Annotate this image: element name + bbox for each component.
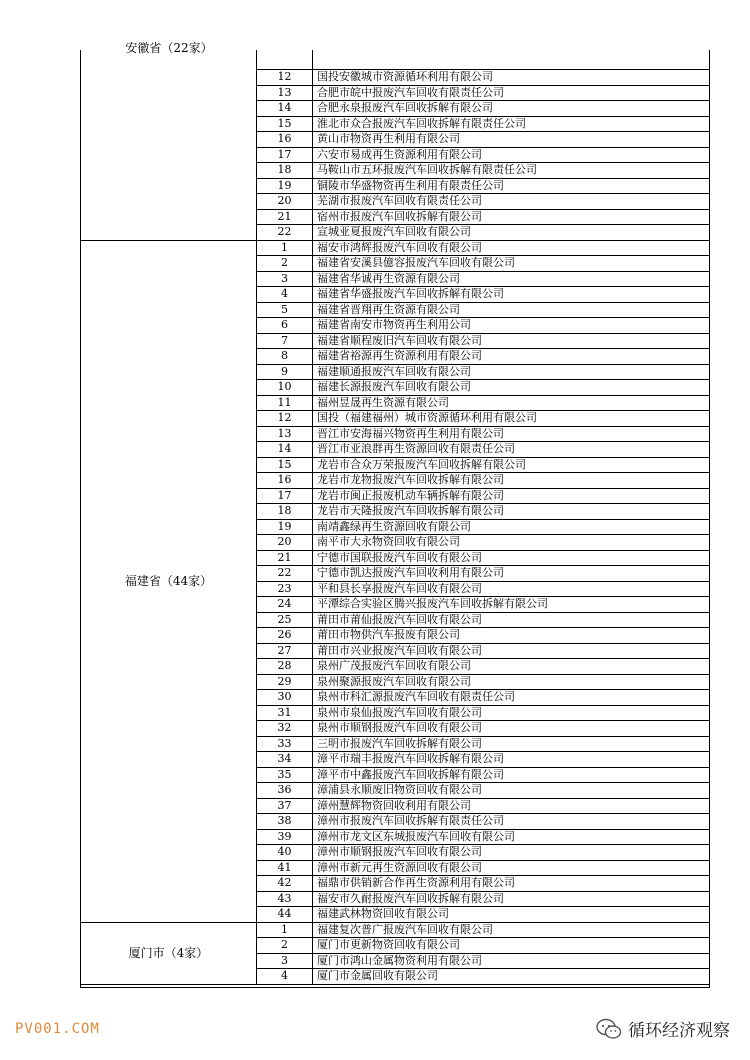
row-number: 19 [257,178,313,194]
row-number: 16 [257,473,313,489]
row-number: 12 [257,70,313,86]
company-name: 莆田市莆仙报废汽车回收有限公司 [313,612,710,628]
account-name: 循环经济观察 [628,1021,730,1041]
row-number: 18 [257,504,313,520]
company-name: 福建省裕源再生资源利用有限公司 [313,349,710,365]
wechat-icon [596,1018,622,1040]
company-name: 淮北市众合报废汽车回收拆解有限责任公司 [313,116,710,132]
company-name: 国投（福建福州）城市资源循环利用有限公司 [313,411,710,427]
company-name: 漳浦县永顺废旧物资回收有限公司 [313,783,710,799]
table-row [81,70,710,86]
company-name: 黄山市物资再生利用有限公司 [313,132,710,148]
row-number: 25 [257,612,313,628]
row-number: 16 [257,132,313,148]
row-number: 43 [257,891,313,907]
row-number: 42 [257,876,313,892]
company-name: 晋江市亚浪群再生资源回收有限责任公司 [313,442,710,458]
row-number: 30 [257,690,313,706]
province-cell: 厦门市（4家） [81,922,257,984]
company-name: 漳州市顺钢报废汽车回收有限公司 [313,845,710,861]
company-name: 南平市大永物资回收有限公司 [313,535,710,551]
company-name: 福安市久耐报废汽车回收拆解有限公司 [313,891,710,907]
province-cell [81,70,257,241]
company-name: 铜陵市华盛物资再生利用有限责任公司 [313,178,710,194]
company-name: 晋江市安海福兴物资再生利用有限公司 [313,426,710,442]
row-number: 20 [257,194,313,210]
row-number: 36 [257,783,313,799]
row-number: 3 [257,953,313,969]
row-number: 10 [257,380,313,396]
row-number: 9 [257,364,313,380]
company-name: 泉州广茂报废汽车回收有限公司 [313,659,710,675]
company-name: 莆田市物供汽车报废有限公司 [313,628,710,644]
company-name: 国投安徽城市资源循环利用有限公司 [313,70,710,86]
row-number: 32 [257,721,313,737]
company-name: 宣城亚夏报废汽车回收有限公司 [313,225,710,241]
row-number: 22 [257,225,313,241]
company-name: 南靖鑫绿再生资源回收有限公司 [313,519,710,535]
row-number: 2 [257,256,313,272]
watermark-text: PV001.COM [15,1021,100,1037]
company-name: 六安市易成再生资源利用有限公司 [313,147,710,163]
row-number: 22 [257,566,313,582]
company-name: 福州昱晟再生资源有限公司 [313,395,710,411]
company-name: 漳州慧辉物资回收利用有限公司 [313,798,710,814]
row-number: 14 [257,442,313,458]
row-number: 28 [257,659,313,675]
row-number: 23 [257,581,313,597]
company-name: 泉州市科汇源报废汽车回收有限责任公司 [313,690,710,706]
row-number: 18 [257,163,313,179]
row-number: 24 [257,597,313,613]
row-number: 3 [257,271,313,287]
company-name: 福建复次普广报废汽车回收有限公司 [313,922,710,938]
company-name: 龙岩市闽正报废机动车辆拆解有限公司 [313,488,710,504]
company-name: 漳平市中鑫报废汽车回收拆解有限公司 [313,767,710,783]
company-name: 厦门市鸿山金属物资利用有限公司 [313,953,710,969]
row-number: 4 [257,969,313,985]
company-name: 龙岩市天隆报废汽车回收拆解有限公司 [313,504,710,520]
company-name: 福建省南安市物资再生利用公司 [313,318,710,334]
row-number: 41 [257,860,313,876]
company-name: 宿州市报废汽车回收拆解有限公司 [313,209,710,225]
company-name: 莆田市兴业报废汽车回收有限公司 [313,643,710,659]
row-number: 21 [257,550,313,566]
company-name: 漳平市瑞丰报废汽车回收拆解有限公司 [313,752,710,768]
table-top-fragment [81,41,709,69]
row-number: 5 [257,302,313,318]
company-name: 厦门市更新物资回收有限公司 [313,938,710,954]
company-name: 福建省晋翔再生资源有限公司 [313,302,710,318]
account-signature [596,1016,730,1041]
row-number: 1 [257,240,313,256]
company-name: 合肥永泉报废汽车回收拆解有限公司 [313,101,710,117]
row-number: 33 [257,736,313,752]
company-name: 厦门市金属回收有限公司 [313,969,710,985]
row-number: 17 [257,488,313,504]
row-number: 21 [257,209,313,225]
row-number: 2 [257,938,313,954]
row-number: 11 [257,395,313,411]
row-number: 1 [257,922,313,938]
row-number: 26 [257,628,313,644]
table-row [81,240,710,256]
company-name: 平潭综合实验区腾兴报废汽车回收拆解有限公司 [313,597,710,613]
row-number: 6 [257,318,313,334]
company-name: 福建武林物资回收有限公司 [313,907,710,923]
company-name: 漳州市龙文区东城报废汽车回收有限公司 [313,829,710,845]
province-cell: 福建省（44家） [81,240,257,922]
row-number: 37 [257,798,313,814]
row-number: 17 [257,147,313,163]
company-name: 三明市报废汽车回收拆解有限公司 [313,736,710,752]
row-number: 19 [257,519,313,535]
row-number: 44 [257,907,313,923]
row-number: 34 [257,752,313,768]
table-row [81,922,710,938]
company-name: 福安市鸿辉报废汽车回收有限公司 [313,240,710,256]
row-number: 27 [257,643,313,659]
company-name: 宁德市凯达报废汽车回收利用有限公司 [313,566,710,582]
company-name: 漳州市报废汽车回收拆解有限责任公司 [313,814,710,830]
divider [312,50,313,69]
row-number: 35 [257,767,313,783]
company-name: 福鼎市供销新合作再生资源利用有限公司 [313,876,710,892]
company-name: 福建长源报废汽车回收有限公司 [313,380,710,396]
company-name: 福建省华诚再生资源有限公司 [313,271,710,287]
company-name: 福建省华盛报废汽车回收拆解有限公司 [313,287,710,303]
company-name: 宁德市国联报废汽车回收有限公司 [313,550,710,566]
row-number: 20 [257,535,313,551]
row-number: 38 [257,814,313,830]
company-list-table [80,69,710,985]
company-name: 龙岩市龙物报废汽车回收拆解有限公司 [313,473,710,489]
row-number: 4 [257,287,313,303]
row-number: 8 [257,349,313,365]
row-number: 15 [257,457,313,473]
company-name: 福建省安溪县億容报废汽车回收有限公司 [313,256,710,272]
row-number: 13 [257,85,313,101]
company-name: 漳州市新元再生资源回收有限公司 [313,860,710,876]
cut-province-label: 安徽省（22家） [125,41,213,55]
row-number: 12 [257,411,313,427]
company-name: 福建顺通报废汽车回收有限公司 [313,364,710,380]
row-number: 29 [257,674,313,690]
company-name: 泉州市顺钢报废汽车回收有限公司 [313,721,710,737]
company-name: 龙岩市合众万荣报废汽车回收拆解有限公司 [313,457,710,473]
document-table [80,41,710,988]
row-number: 14 [257,101,313,117]
row-number: 31 [257,705,313,721]
company-name: 泉州市泉仙报废汽车回收有限公司 [313,705,710,721]
row-number: 7 [257,333,313,349]
row-number: 39 [257,829,313,845]
row-number: 13 [257,426,313,442]
row-number: 40 [257,845,313,861]
company-name: 芜湖市报废汽车回收有限责任公司 [313,194,710,210]
company-name: 福建省顺程废旧汽车回收有限公司 [313,333,710,349]
row-number: 15 [257,116,313,132]
company-name: 泉州聚源报废汽车回收有限公司 [313,674,710,690]
company-name: 马鞍山市五环报废汽车回收拆解有限责任公司 [313,163,710,179]
company-name: 平和县长享报废汽车回收有限公司 [313,581,710,597]
company-name: 合肥市皖中报废汽车回收有限责任公司 [313,85,710,101]
